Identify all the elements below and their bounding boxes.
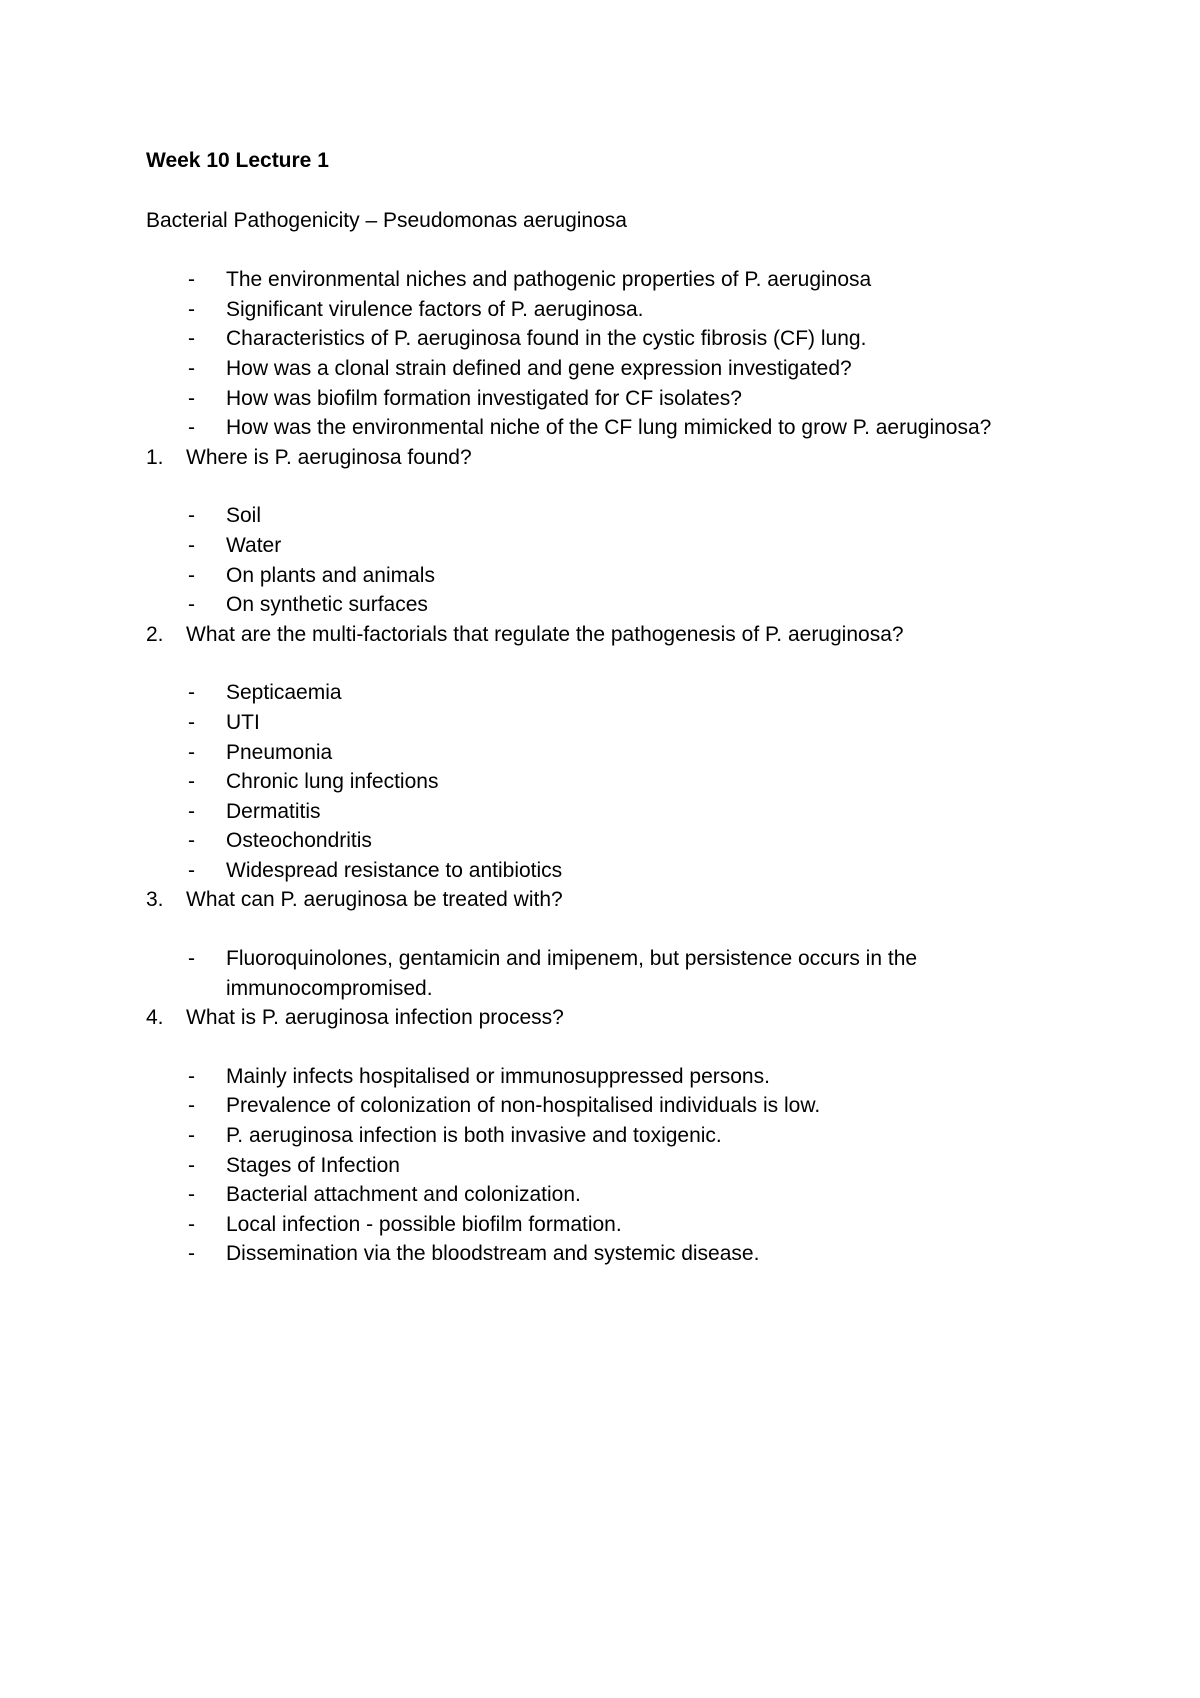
objective-item: - Significant virulence factors of P. aeruginosa. [146,295,1076,325]
question-4-answers [146,1062,1076,1151]
question-text: What can P. aeruginosa be treated with? [186,888,563,912]
infection-stages-list [146,1151,1076,1269]
answer-item: - On synthetic surfaces [146,590,1076,620]
document-content [146,146,1076,1269]
answer-item: - Widespread resistance to antibiotics [146,856,1076,886]
answer-item: - P. aeruginosa infection is both invasive and toxigenic. [146,1121,1076,1151]
answer-item: - Soil [146,501,1076,531]
question-3 [146,885,1076,915]
question-text: Where is P. aeruginosa found? [186,445,472,469]
question-number: 2. [146,622,164,646]
answer-item: - Chronic lung infections [146,767,1076,797]
answer-item: - Fluoroquinolones, gentamicin and imipenem, but persistence occurs in the immunocompromised. [146,944,1076,1003]
page-title: Week 10 Lecture 1 [146,149,329,172]
answer-item: - Pneumonia [146,738,1076,768]
answer-item: - Prevalence of colonization of non-hospitalised individuals is low. [146,1091,1076,1121]
stage-item: - Dissemination via the bloodstream and systemic disease. [146,1239,1076,1269]
page-subtitle: Bacterial Pathogenicity – Pseudomonas aeruginosa [146,208,627,232]
question-2 [146,620,1076,650]
answer-item: - Osteochondritis [146,826,1076,856]
stage-item: - Stages of Infection [146,1151,1076,1181]
question-1 [146,443,1076,473]
question-2-answers [146,678,1076,885]
stage-item: - Bacterial attachment and colonization. [146,1180,1076,1210]
objective-item: - Characteristics of P. aeruginosa found in the cystic fibrosis (CF) lung. [146,324,1076,354]
question-text: What are the multi-factorials that regulate the pathogenesis of P. aeruginosa? [186,622,904,646]
answer-item: - Septicaemia [146,678,1076,708]
question-number: 3. [146,888,164,912]
answer-item: - Mainly infects hospitalised or immunosuppressed persons. [146,1062,1076,1092]
question-number: 4. [146,1006,164,1030]
question-1-answers [146,501,1076,619]
objective-item: - How was biofilm formation investigated for CF isolates? [146,384,1076,414]
answer-item: - On plants and animals [146,561,1076,591]
stage-item: - Local infection - possible biofilm formation. [146,1210,1076,1240]
objective-item: - How was the environmental niche of the CF lung mimicked to grow P. aeruginosa? [146,413,1076,443]
objective-item: - How was a clonal strain defined and gene expression investigated? [146,354,1076,384]
answer-item: - Water [146,531,1076,561]
answer-item: - UTI [146,708,1076,738]
question-number: 1. [146,445,164,469]
question-3-answers [146,944,1076,1003]
question-4 [146,1003,1076,1033]
question-text: What is P. aeruginosa infection process? [186,1006,564,1030]
objective-item: - The environmental niches and pathogenic properties of P. aeruginosa [146,265,1076,295]
answer-item: - Dermatitis [146,797,1076,827]
objectives-list [146,265,1076,443]
